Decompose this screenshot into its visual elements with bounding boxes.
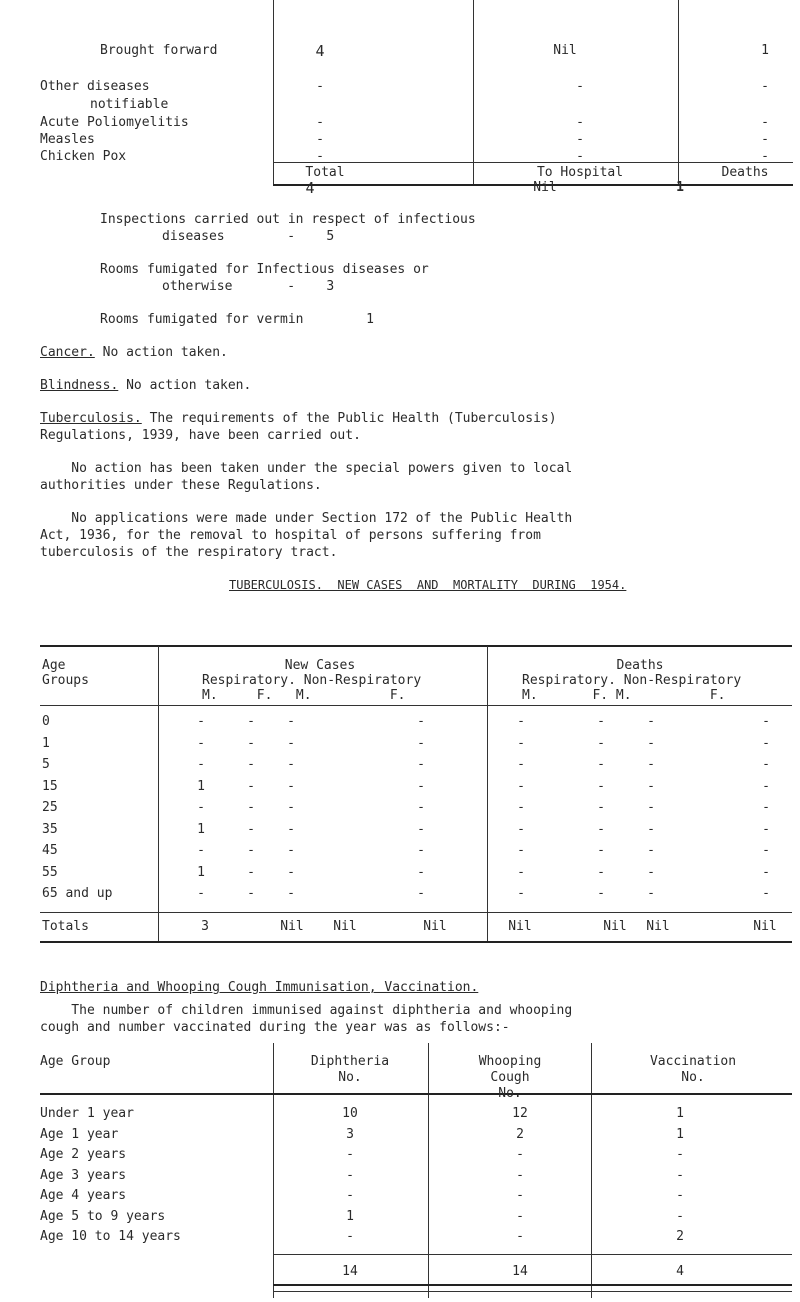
tb-death-cell: - [762,821,770,837]
tb-death-cell: - [762,757,770,772]
no-applications-text: Act, 1936, for the removal to hospital of persons suffering from [40,528,541,543]
tb-age-group: 55 [42,864,58,880]
tb-total-value: Nil [280,919,304,934]
cancer-text: No action taken. [94,345,228,360]
tb-death-cell: - [597,800,605,815]
tb-death-cell: - [517,800,525,815]
tb-death-cell: - [597,714,605,729]
tb-new-case-cell: - [417,821,425,837]
imm-cell: - [516,1208,524,1224]
tb-death-cell: - [517,864,525,880]
tb-new-cases-sexhead: M. F. M. F. [202,688,406,703]
tb-death-cell: - [597,735,605,751]
tb-new-case-cell: - [247,757,255,772]
tb-total-value: Nil [508,919,532,934]
imm-col-head: No. [338,1070,362,1085]
tb-new-case-cell: - [247,800,255,815]
imm-cell: - [346,1229,354,1244]
tb-deaths-subhead: Respiratory. Non-Respiratory [522,673,742,688]
no-applications-text: No applications were made under Section 172 of the Public Health [40,511,573,526]
tb-new-case-cell: 1 [197,864,205,880]
tb-new-case-cell: - [247,778,255,794]
imm-cell: 2 [516,1126,524,1142]
tb-new-case-cell: - [417,757,425,772]
imm-col-head: Diphtheria [310,1054,390,1069]
tb-death-cell: - [762,886,770,901]
notif-row-label: notifiable [90,97,169,112]
tb-new-case-cell: - [287,714,295,729]
imm-cell: - [676,1208,684,1224]
tb-new-case-cell: - [247,864,255,880]
tb-death-cell: - [762,843,770,858]
imm-cell: 1 [676,1106,684,1121]
inspections-line: Rooms fumigated for Infectious diseases or [100,262,429,277]
tb-death-cell: - [517,821,525,837]
notif-row-label: Chicken Pox [40,149,127,164]
imm-cell: - [676,1147,684,1162]
tb-deaths-sexhead: M. F. M. F. [522,688,726,703]
tb-death-cell: - [597,778,605,794]
blindness-heading: Blindness. [40,378,119,393]
tb-death-cell: - [517,714,525,729]
tb-new-case-cell: - [197,886,205,901]
imm-cell: - [676,1167,684,1183]
tb-new-case-cell: - [287,843,295,858]
tb-new-case-cell: - [247,821,255,837]
tb-table-title: TUBERCULOSIS. NEW CASES AND MORTALITY DURING 1954. [229,578,627,592]
imm-age-group: Age 5 to 9 years [40,1208,166,1224]
imm-cell: 2 [676,1229,684,1244]
tuberculosis-paragraph [40,412,557,425]
tb-age-group: 5 [42,757,50,772]
tb-age-group: 0 [42,714,50,729]
tuberculosis-heading: Tuberculosis. [40,411,142,426]
tb-death-cell: - [517,757,525,772]
tb-new-case-cell: - [417,886,425,901]
inspections-line: Inspections carried out in respect of infectious [100,212,476,227]
imm-total: 14 [342,1264,358,1279]
notif-row-value: Nil [553,43,577,58]
total-value: 1 [676,180,684,195]
tb-death-cell: - [517,886,525,901]
no-applications-text: tuberculosis of the respiratory tract. [40,545,338,560]
tuberculosis-text: The requirements of the Public Health (Tuberculosis) [141,411,557,426]
tb-total-value: Nil [333,919,357,934]
tb-age-head: Age [42,658,66,673]
tb-new-case-cell: - [247,735,255,751]
imm-age-group: Age 2 years [40,1147,127,1162]
tb-total-value: 3 [201,919,209,934]
tb-death-cell: - [647,800,655,815]
notif-row-label: Brought forward [100,43,218,58]
imm-col-head: No. [498,1086,522,1101]
tb-death-cell: - [517,778,525,794]
tb-new-case-cell: - [417,843,425,858]
tb-death-cell: - [647,843,655,858]
tb-death-cell: - [647,757,655,772]
tb-death-cell: - [597,821,605,837]
diphtheria-heading: Diphtheria and Whooping Cough Immunisation, Vaccination. [40,980,479,995]
tb-death-cell: - [647,714,655,729]
imm-cell: 1 [346,1208,354,1224]
tb-new-case-cell: - [287,735,295,751]
tb-new-case-cell: - [417,864,425,880]
imm-total: 4 [676,1264,684,1279]
tb-new-case-cell: - [247,843,255,858]
tb-new-case-cell: - [247,886,255,901]
notif-row-value: - [576,149,584,164]
cancer-paragraph [40,346,228,359]
notif-row-value: - [761,132,769,147]
tb-total-value: Nil [423,919,447,934]
tb-new-case-cell: - [197,800,205,815]
tb-new-case-cell: - [417,778,425,794]
notif-row-value: 4 [315,42,325,60]
tb-new-case-cell: - [287,886,295,901]
tb-total-value: Nil [603,919,627,934]
tb-new-case-cell: 1 [197,778,205,794]
imm-col-head: Whooping [478,1054,542,1069]
tb-total-value: Nil [646,919,670,934]
tuberculosis-text-2: Regulations, 1939, have been carried out. [40,428,361,443]
total-header: Deaths [721,165,769,180]
tb-totals-label: Totals [42,919,89,934]
imm-cell: 3 [346,1126,354,1142]
total-header: To Hospital [536,165,624,180]
tb-new-cases-subhead: Respiratory. Non-Respiratory [202,673,422,688]
imm-col-head: No. [681,1070,705,1085]
tb-deaths-head: Deaths [616,658,664,673]
notif-row-value: - [316,79,324,94]
tb-death-cell: - [762,778,770,794]
tb-new-cases-head: New Cases [284,658,356,673]
diphtheria-intro: cough and number vaccinated during the year was as follows:- [40,1020,510,1035]
tb-new-case-cell: - [287,864,295,880]
tb-new-case-cell: - [417,714,425,729]
notif-row-value: - [761,149,769,164]
tb-death-cell: - [517,735,525,751]
tb-age-group: 1 [42,735,50,751]
imm-col-head: Vaccination [649,1054,737,1069]
tb-new-case-cell: - [287,821,295,837]
tb-new-case-cell: - [417,800,425,815]
tb-death-cell: - [647,864,655,880]
imm-cell: - [516,1188,524,1203]
tb-death-cell: - [762,735,770,751]
tb-death-cell: - [597,757,605,772]
imm-age-group: Under 1 year [40,1106,134,1121]
imm-cell: - [346,1167,354,1183]
notif-row-value: - [316,149,324,164]
notif-row-value: - [316,132,324,147]
inspections-line: otherwise - 3 [162,279,335,294]
tb-age-group: 35 [42,821,58,837]
imm-cell: - [516,1167,524,1183]
imm-col-head: Cough [490,1070,530,1085]
tb-death-cell: - [647,886,655,901]
imm-cell: 1 [676,1126,684,1142]
imm-age-group: Age 10 to 14 years [40,1229,181,1244]
blindness-text: No action taken. [118,378,252,393]
tb-death-cell: - [762,864,770,880]
tb-death-cell: - [597,864,605,880]
diphtheria-intro: The number of children immunised against diphtheria and whooping [40,1003,573,1018]
tb-new-case-cell: - [197,843,205,858]
tb-new-case-cell: - [197,735,205,751]
notif-row-value: - [316,115,324,130]
imm-cell: 12 [512,1106,528,1121]
notif-row-value: - [761,79,769,94]
no-action-text: No action has been taken under the special powers given to local [40,461,573,476]
imm-cell: 10 [342,1106,358,1121]
tb-death-cell: - [647,821,655,837]
tb-age-head: Groups [42,673,89,688]
inspections-line: Rooms fumigated for vermin 1 [100,312,374,327]
imm-cell: - [516,1229,524,1244]
no-action-text: authorities under these Regulations. [40,478,322,493]
tb-death-cell: - [517,843,525,858]
total-value: 4 [305,179,315,197]
tb-age-group: 25 [42,800,58,815]
notif-row-value: 1 [761,43,769,58]
imm-age-group: Age 3 years [40,1167,127,1183]
tb-new-case-cell: - [287,800,295,815]
imm-cell: - [346,1147,354,1162]
inspections-line: diseases - 5 [162,229,335,244]
tb-age-group: 65 and up [42,886,113,901]
imm-age-group: Age 1 year [40,1126,119,1142]
notif-row-value: - [576,79,584,94]
imm-cell: - [516,1147,524,1162]
tb-death-cell: - [762,800,770,815]
imm-col-head: Age Group [40,1054,111,1069]
tb-age-group: 45 [42,843,58,858]
notif-row-label: Other diseases [40,79,150,94]
tb-new-case-cell: - [197,757,205,772]
tb-new-case-cell: - [287,757,295,772]
total-header: Total [305,165,345,180]
tb-new-case-cell: 1 [197,821,205,837]
notif-row-value: - [576,132,584,147]
tb-death-cell: - [647,778,655,794]
notif-row-label: Acute Poliomyelitis [40,115,189,130]
cancer-heading: Cancer. [40,345,95,360]
tb-new-case-cell: - [417,735,425,751]
tb-age-group: 15 [42,778,58,794]
tb-death-cell: - [597,886,605,901]
imm-cell: - [346,1188,354,1203]
notif-row-value: - [761,115,769,130]
total-value: Nil [533,180,557,195]
blindness-paragraph [40,379,251,392]
tb-death-cell: - [762,714,770,729]
tb-new-case-cell: - [247,714,255,729]
imm-total: 14 [512,1264,528,1279]
tb-total-value: Nil [753,919,777,934]
imm-cell: - [676,1188,684,1203]
tb-new-case-cell: - [287,778,295,794]
imm-age-group: Age 4 years [40,1188,127,1203]
tb-new-case-cell: - [197,714,205,729]
tb-death-cell: - [597,843,605,858]
notif-row-label: Measles [40,132,95,147]
notif-row-value: - [576,115,584,130]
tb-death-cell: - [647,735,655,751]
